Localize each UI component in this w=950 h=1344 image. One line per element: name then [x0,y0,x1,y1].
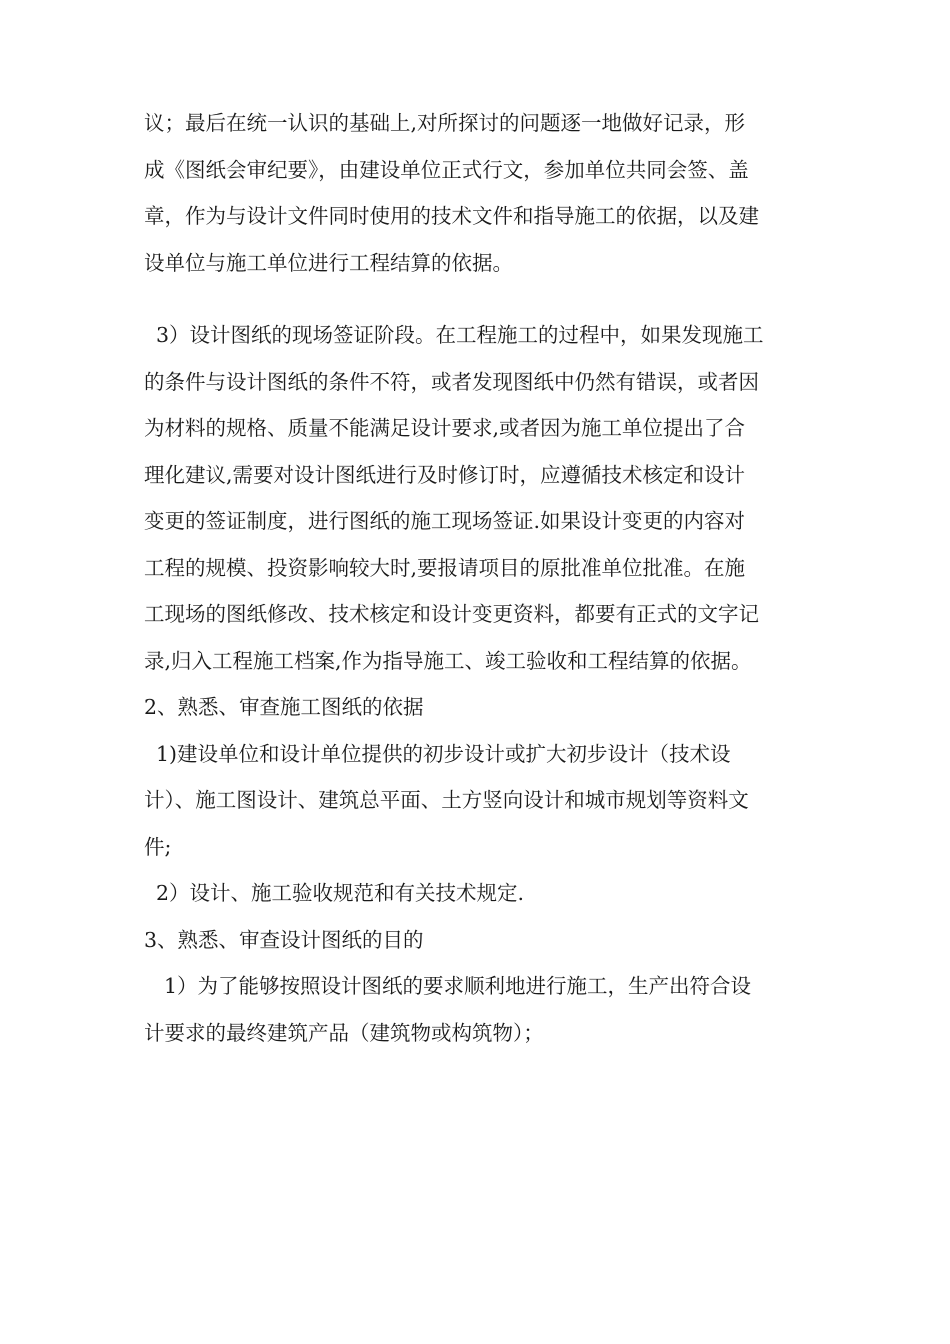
text-line: 工程的规模、投资影响较大时,要报请项目的原批准单位批准。在施 [144,555,746,580]
text-line: 为材料的规格、质量不能满足设计要求,或者因为施工单位提出了合 [144,416,746,440]
paragraph-gap [144,286,824,312]
section-heading: 3、熟悉、审查设计图纸的目的 [144,927,424,952]
text-line: 2）设计、施工验收规范和有关技术规定. [156,881,525,905]
text-line: 件; [144,834,172,859]
text-line: 设单位与施工单位进行工程结算的依据。 [144,250,513,275]
section-heading: 2、熟悉、审查施工图纸的依据 [144,695,424,719]
text-line: 计要求的最终建筑产品（建筑物或构筑物）； [144,1020,544,1045]
text-line: 章，作为与设计文件同时使用的技术文件和指导施工的依据，以及建 [144,204,759,228]
text-line: 3）设计图纸的现场签证阶段。在工程施工的过程中，如果发现施工 [156,323,764,347]
text-line: 变更的签证制度，进行图纸的施工现场签证.如果设计变更的内容对 [144,509,746,533]
text-line: 计）、施工图设计、建筑总平面、土方竖向设计和城市规划等资料文 [144,788,749,812]
text-line: 工现场的图纸修改、技术核定和设计变更资料，都要有正式的文字记 [144,602,759,626]
text-line: 1)建设单位和设计单位提供的初步设计或扩大初步设计（技术设 [156,741,731,766]
text-line: 的条件与设计图纸的条件不符，或者发现图纸中仍然有错误，或者因 [144,369,759,394]
text-line: 理化建议,需要对设计图纸进行及时修订时，应遵循技术核定和设计 [144,462,746,487]
text-line: 议；最后在统一认识的基础上,对所探讨的问题逐一地做好记录，形 [144,111,746,135]
text-line: 录,归入工程施工档案,作为指导施工、竣工验收和工程结算的依据。 [144,648,752,673]
document-body [144,100,824,1056]
text-line: 1）为了能够按照设计图纸的要求顺利地进行施工，生产出符合设 [164,974,752,998]
text-line: 成《图纸会审纪要》，由建设单位正式行文，参加单位共同会签、盖 [144,157,749,182]
